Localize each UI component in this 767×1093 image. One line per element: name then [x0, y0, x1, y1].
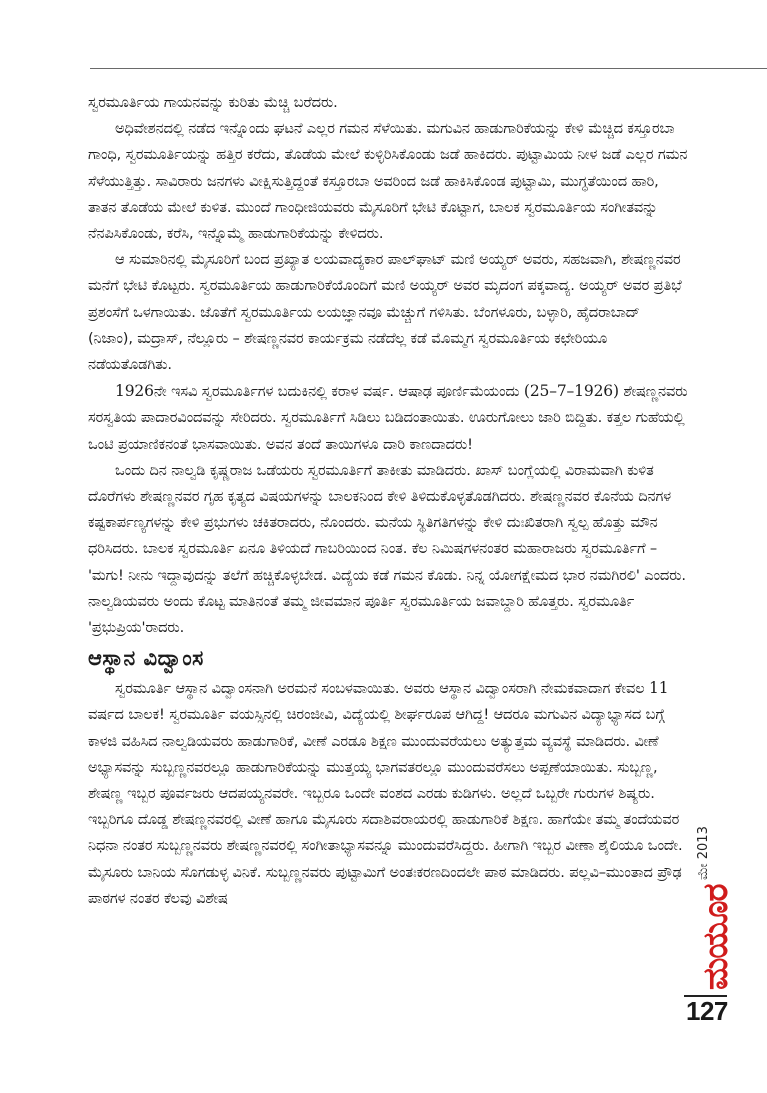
death-date: (25–7–1926) — [523, 382, 619, 401]
paragraph-4-text-b: ಶೇಷಣ್ಣನವರು ಸರಸ್ವತಿಯ ಪಾದಾರವಿಂದವನ್ನು ಸೇರಿದರು. ಸ್ವರಮೂರ್ತಿಗೆ ಸಿಡಿಲು ಬಡಿದಂತಾಯಿತು. ಊರುಗೋಲು ಜಾರಿ ಬಿದ್ದಿತು. ಕತ್ತಲ ಗುಹೆಯಲ್ಲಿ ಒಂಟಿ ಪ್ರಯಾಣಿಕನಂತೆ ಭಾಸವಾಯಿತು. ಅವನ ತಂದೆ ತಾಯಿಗಳೂ ದಾರಿ ಕಾಣದಾದರು! — [88, 383, 688, 453]
article-paragraph-1: ಸ್ವರಮೂರ್ತಿಯ ಗಾಯನವನ್ನು ಕುರಿತು ಮೆಚ್ಚಿ ಬರೆದರು. — [88, 94, 338, 111]
section-heading: ಆಸ್ಥಾನ ವಿದ್ವಾಂಸ — [88, 646, 204, 671]
page-number: 127 — [686, 996, 728, 1026]
paragraph-6-text-a: ಸ್ವರಮೂರ್ತಿ ಆಸ್ಥಾನ ವಿದ್ವಾಂಸನಾಗಿ ಅರಮನೆ ಸಂಬಳವಾಯಿತು. ಅವರು ಆಸ್ಥಾನ ವಿದ್ವಾಂಸರಾಗಿ ನೇಮಕವಾದಾಗ ಕೇವಲ — [115, 680, 650, 698]
header-rule — [90, 68, 767, 69]
year-number: 1926 — [115, 382, 154, 401]
issue-date: ಮೇ 2013 — [696, 826, 711, 880]
age-number: 11 — [649, 679, 669, 698]
article-paragraph-2: ಅಧಿವೇಶನದಲ್ಲಿ ನಡೆದ ಇನ್ನೊಂದು ಘಟನೆ ಎಲ್ಲರ ಗಮನ ಸೆಳೆಯಿತು. ಮಗುವಿನ ಹಾಡುಗಾರಿಕೆಯನ್ನು ಕೇಳಿ ಮೆಚ್ಚಿದ ಕಸ್ತೂರಬಾ ಗಾಂಧಿ, ಸ್ವರಮೂರ್ತಿಯನ್ನು ಹತ್ತಿರ ಕರೆದು, ತೊಡೆಯ ಮೇಲೆ ಕುಳ್ಳಿರಿಸಿಕೊಂಡು ಜಡೆ ಹಾಕಿದರು. ಪುಟ್ಟಾಮಿಯ ನೀಳ ಜಡೆ ಎಲ್ಲರ ಗಮನ ಸೆಳೆಯುತ್ತಿತ್ತು. ಸಾವಿರಾರು ಜನಗಳು ವೀಕ್ಷಿಸುತ್ತಿದ್ದಂತೆ ಕಸ್ತೂರಬಾ ಅವರಿಂದ ಜಡೆ ಹಾಕಿಸಿಕೊಂಡ ಪುಟ್ಟಾಮಿ, ಮುಗ್ಧತೆಯಿಂದ ಹಾರಿ, ತಾತನ ತೊಡೆಯ ಮೇಲೆ ಕುಳಿತ. ಮುಂದೆ ಗಾಂಧೀಜಿಯವರು ಮೈಸೂರಿಗೆ ಭೇಟಿ ಕೊಟ್ಟಾಗ, ಬಾಲಕ ಸ್ವರಮೂರ್ತಿಯ ಸಂಗೀತವನ್ನು ನೆನಪಿಸಿಕೊಂಡು, ಕರೆಸಿ, ಇನ್ನೊಮ್ಮೆ ಹಾಡುಗಾರಿಕೆಯನ್ನು ಕೇಳಿದರು. — [88, 120, 688, 243]
article-paragraph-6 — [88, 675, 688, 912]
article-paragraph-4 — [88, 378, 688, 458]
article-paragraph-3: ಆ ಸುಮಾರಿನಲ್ಲಿ ಮೈಸೂರಿಗೆ ಬಂದ ಪ್ರಖ್ಯಾತ ಲಯವಾದ್ಯಕಾರ ಪಾಲ್‌ಘಾಟ್ ಮಣಿ ಅಯ್ಯರ್ ಅವರು, ಸಹಜವಾಗಿ, ಶೇಷಣ್ಣನವರ ಮನೆಗೆ ಭೇಟಿ ಕೊಟ್ಟರು. ಸ್ವರಮೂರ್ತಿಯ ಹಾಡುಗಾರಿಕೆಯೊಂದಿಗೆ ಮಣಿ ಅಯ್ಯರ್ ಅವರ ಮೃದಂಗ ಪಕ್ಕವಾದ್ಯ. ಅಯ್ಯರ್ ಅವರ ಪ್ರತಿಭೆ ಪ್ರಶಂಸೆಗೆ ಒಳಗಾಯಿತು. ಜೊತೆಗೆ ಸ್ವರಮೂರ್ತಿಯ ಲಯಜ್ಞಾನವೂ ಮೆಚ್ಚುಗೆ ಗಳಿಸಿತು. ಬೆಂಗಳೂರು, ಬಳ್ಳಾರಿ, ಹೈದರಾಬಾದ್ (ನಿಜಾಂ), ಮದ್ರಾಸ್, ನೆಲ್ಲೂರು – ಶೇಷಣ್ಣನವರ ಕಾರ್ಯಕ್ರಮ ನಡೆದೆಲ್ಲ ಕಡೆ ಮೊಮ್ಮಗ ಸ್ವರಮೂರ್ತಿಯ ಕಛೇರಿಯೂ ನಡೆಯತೊಡಗಿತು. — [88, 251, 682, 374]
paragraph-4-text-a: ನೇ ಇಸವಿ ಸ್ವರಮೂರ್ತಿಗಳ ಬದುಕಿನಲ್ಲಿ ಕರಾಳ ವರ್ಷ. ಆಷಾಢ ಪೂರ್ಣಿಮೆಯಂದು — [153, 383, 524, 401]
article-paragraph-5: ಒಂದು ದಿನ ನಾಲ್ವಡಿ ಕೃಷ್ಣರಾಜ ಒಡೆಯರು ಸ್ವರಮೂರ್ತಿಗೆ ತಾಕೀತು ಮಾಡಿದರು. ಖಾಸ್ ಬಂಗ್ಲೆಯಲ್ಲಿ ವಿರಾಮವಾಗಿ ಕುಳಿತ ದೊರೆಗಳು ಶೇಷಣ್ಣನವರ ಗೃಹ ಕೃತ್ಯದ ವಿಷಯಗಳನ್ನು ಬಾಲಕನಿಂದ ಕೇಳಿ ತಿಳಿದುಕೊಳ್ಳತೊಡಗಿದರು. ಶೇಷಣ್ಣನವರ ಕೊನೆಯ ದಿನಗಳ ಕಷ್ಟಕಾರ್ಪಣ್ಯಗಳನ್ನು ಕೇಳಿ ಪ್ರಭುಗಳು ಚಕಿತರಾದರು, ನೊಂದರು. ಮನೆಯ ಸ್ಥಿತಿಗತಿಗಳನ್ನು ಕೇಳಿ ದುಃಖಿತರಾಗಿ ಸ್ವಲ್ಪ ಹೊತ್ತು ಮೌನ ಧರಿಸಿದರು. ಬಾಲಕ ಸ್ವರಮೂರ್ತಿ ಏನೂ ತಿಳಿಯದೆ ಗಾಬರಿಯಿಂದ ನಿಂತ. ಕೆಲ ನಿಮಿಷಗಳನಂತರ ಮಹಾರಾಜರು ಸ್ವರಮೂರ್ತಿಗೆ – 'ಮಗು! ನೀನು ಇದ್ದಾವುದನ್ನು ತಲೆಗೆ ಹಚ್ಚಿಕೊಳ್ಳಬೇಡ. ವಿದ್ಯೆಯ ಕಡೆ ಗಮನ ಕೊಡು. ನಿನ್ನ ಯೋಗಕ್ಷೇಮದ ಭಾರ ನಮಗಿರಲಿ' ಎಂದರು. ನಾಲ್ವಡಿಯವರು ಅಂದು ಕೊಟ್ಟ ಮಾತಿನಂತೆ ತಮ್ಮ ಜೀವಮಾನ ಪೂರ್ತಿ ಸ್ವರಮೂರ್ತಿಯ ಜವಾಬ್ದಾರಿ ಹೊತ್ತರು. ಸ್ವರಮೂರ್ತಿ 'ಪ್ರಭುಪ್ರಿಯ'ರಾದರು. — [88, 461, 686, 637]
article-column — [88, 90, 688, 912]
magazine-logo: ಮಯೂರ — [696, 884, 736, 990]
paragraph-6-text-b: ವರ್ಷದ ಬಾಲಕ! ಸ್ವರಮೂರ್ತಿ ವಯಸ್ಸಿನಲ್ಲಿ ಚಿರಂಜೀವಿ, ವಿದ್ಯೆಯಲ್ಲಿ ಶೀರ್ಘರೂಪ ಆಗಿದ್ದ! ಆದರೂ ಮಗುವಿನ ವಿದ್ಯಾಭ್ಯಾಸದ ಬಗ್ಗೆ ಕಾಳಜಿ ವಹಿಸಿದ ನಾಲ್ವಡಿಯವರು ಹಾಡುಗಾರಿಕೆ, ವೀಣೆ ಎರಡೂ ಶಿಕ್ಷಣ ಮುಂದುವರೆಯಲು ಅತ್ಯುತ್ತಮ ವ್ಯವಸ್ಥೆ ಮಾಡಿದರು. ವೀಣೆ ಅಭ್ಯಾಸವನ್ನು ಸುಬ್ಬಣ್ಣನವರಲ್ಲೂ ಹಾಡುಗಾರಿಕೆಯನ್ನು ಮುತ್ತಯ್ಯ ಭಾಗವತರಲ್ಲೂ ಮುಂದುವರೆಸಲು ಅಪ್ಪಣೆಯಾಯಿತು. ಸುಬ್ಬಣ್ಣ, ಶೇಷಣ್ಣ ಇಬ್ಬರ ಪೂರ್ವಜರು ಆದಪಯ್ಯನವರೇ. ಇಬ್ಬರೂ ಒಂದೇ ವಂಶದ ಎರಡು ಕುಡಿಗಳು. ಅಲ್ಲದೆ ಒಬ್ಬರೇ ಗುರುಗಳ ಶಿಷ್ಯರು. ಇಬ್ಬರಿಗೂ ದೊಡ್ಡ ಶೇಷಣ್ಣನವರಲ್ಲಿ ವೀಣೆ ಹಾಗೂ ಮೈಸೂರು ಸದಾಶಿವರಾಯರಲ್ಲಿ ಹಾಡುಗಾರಿಕೆ ಶಿಕ್ಷಣ. ಹಾಗೆಯೇ ತಮ್ಮ ತಂದೆಯವರ ನಿಧನಾ ನಂತರ ಸುಬ್ಬಣ್ಣನವರು ಶೇಷಣ್ಣನವರಲ್ಲಿ ಸಂಗೀತಾಭ್ಯಾಸವನ್ನೂ ಮುಂದುವರೆಸಿದ್ದರು. ಹೀಗಾಗಿ ಇಬ್ಬರ ವೀಣಾ ಶೈಲಿಯೂ ಒಂದೇ. ಮೈಸೂರು ಬಾನಿಯ ಸೊಗಡುಳ್ಳ ವಿನಿಕೆ. ಸುಬ್ಬಣ್ಣನವರು ಪುಟ್ಟಾಮಿಗೆ ಅಂತಃಕರಣದಿಂದಲೇ ಪಾಠ ಮಾಡಿದರು. ಪಲ್ಲವಿ–ಮುಂತಾದ ಪ್ರೌಢ ಪಾಠಗಳ ನಂತರ ಕೆಲವು ವಿಶೇಷ — [88, 706, 683, 907]
